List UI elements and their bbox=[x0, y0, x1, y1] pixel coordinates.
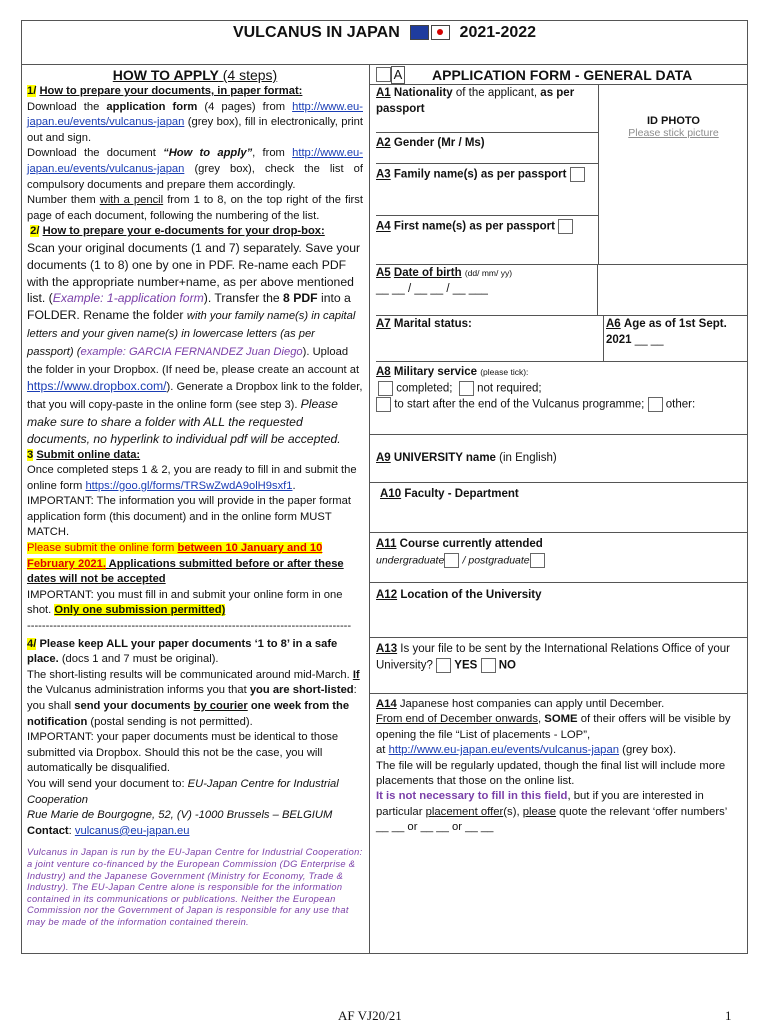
lop-link[interactable]: http://www.eu-japan.eu/events/vulcanus-japan bbox=[388, 744, 620, 757]
a13-yes-checkbox[interactable] bbox=[436, 658, 451, 673]
field-a9-university[interactable]: A9 UNIVERSITY name (in English) bbox=[370, 435, 748, 483]
page-title bbox=[21, 24, 748, 42]
step4-address: Rue Marie de Bourgogne, 52, (V) -1000 Brussels – BELGIUM bbox=[27, 809, 333, 822]
a3-checkbox[interactable] bbox=[570, 167, 585, 182]
a4-checkbox[interactable] bbox=[558, 219, 573, 234]
a8-after-programme-checkbox[interactable] bbox=[376, 397, 391, 412]
field-a12-location[interactable]: A12 Location of the University bbox=[370, 583, 748, 638]
program-years: 2021-2022 bbox=[459, 24, 537, 41]
form-code: AF VJ20/21 bbox=[338, 1008, 402, 1023]
field-a14-host-companies: A14 Japanese host companies can apply until December. From end of December onwards, SOME of their offers will be visible by opening the file “List of placements - LOP”, at http://www.eu-japan.eu/events/vulcanus-japan (grey box). The file will be regularly updated, though the final list will include more placements that those on the online list. It is not necessary to fill in this field, but if you are interested in particular placement offer(s), please quote the relevant ‘offer numbers’ __ __ or __ __ or __ __ bbox=[376, 698, 731, 834]
contact-email-link[interactable]: vulcanus@eu-japan.eu bbox=[74, 824, 190, 837]
section-letter: A bbox=[391, 66, 405, 84]
step3-dates: Please submit the online form between 10 January and 10 February 2021. Applications submitted before or after these dates will not be accepted bbox=[27, 542, 344, 586]
form-header bbox=[370, 65, 748, 85]
step1-numbering: Number them with a pencil from 1 to 8, on the top right of the first page of each document, following the numbering of the list. bbox=[27, 194, 363, 222]
a5-right-blank bbox=[598, 265, 748, 316]
step3-important: IMPORTANT: The information you will provide in the paper format application form (this document) and in the online form MUST MATCH. bbox=[27, 495, 351, 539]
a13-no-checkbox[interactable] bbox=[481, 658, 496, 673]
disclaimer: Vulcanus in Japan is run by the EU-Japan Centre for Industrial Cooperation: a joint venture co-financed by the European Commission (DG Enterprise & Industry) and the Japanese Government (Ministry for Economy, Trade & Industry). The EU-Japan Centre alone is responsible for the information contained in its communications or publications. Neither the European Commission nor the Government of Japan is responsible for any use that may be made of the information contained therein. bbox=[27, 847, 363, 927]
field-a1-nationality[interactable]: A1 Nationality of the applicant, as per passport bbox=[376, 86, 598, 133]
field-a8-military-service: A8 Military service (please tick): completed; not required; to start after the end of the Vulcanus programme; other: bbox=[370, 362, 748, 435]
step1-download-form: Download the application form (4 pages) from http://www.eu-japan.eu/events/vulcanus-japan (grey box), fill in electronically, print out and sign. bbox=[27, 100, 363, 144]
eu-japan-link[interactable]: http://www.eu-japan.eu/events/vulcanus-japan bbox=[27, 147, 363, 175]
field-a10-faculty[interactable]: A10 Faculty - Department bbox=[370, 483, 748, 533]
undergraduate-checkbox[interactable] bbox=[444, 553, 459, 568]
step4-address-intro: You will send your document to: EU-Japan Centre for Industrial Cooperation bbox=[27, 777, 339, 806]
step4: 4/ Please keep ALL your paper documents ‘1 to 8’ in a safe place. (docs 1 and 7 must be original). bbox=[27, 637, 338, 666]
separator: --------------------------------------------------------------------------------------- bbox=[27, 620, 352, 633]
field-a11-course: A11 Course currently attended undergraduate / postgraduate bbox=[370, 533, 748, 583]
step1: 1/ How to prepare your documents, in paper format: bbox=[27, 85, 303, 97]
dropbox-link[interactable]: https://www.dropbox.com/ bbox=[27, 379, 167, 394]
field-a4-first-name[interactable]: A4 First name(s) as per passport bbox=[376, 216, 598, 265]
postgraduate-checkbox[interactable] bbox=[530, 553, 545, 568]
how-to-apply-title: HOW TO APPLY (4 steps) bbox=[112, 67, 278, 83]
step4-contact: Contact: vulcanus@eu-japan.eu bbox=[27, 824, 190, 837]
field-a7-marital-status[interactable]: A7 Marital status: bbox=[376, 316, 604, 362]
form-title: APPLICATION FORM - GENERAL DATA bbox=[432, 67, 693, 83]
id-photo-title: ID PHOTO bbox=[647, 115, 700, 127]
japan-flag-icon bbox=[431, 25, 450, 40]
id-photo-note: Please stick picture bbox=[628, 127, 719, 139]
a5-blank: __ __ / __ __ / __ ___ bbox=[376, 282, 488, 295]
section-checkbox[interactable] bbox=[376, 67, 391, 82]
eu-flag-icon bbox=[410, 25, 429, 40]
how-to-apply-column bbox=[27, 66, 363, 929]
step2-body: Scan your original documents (1 and 7) separately. Save your documents (1 to 8) one by one in PDF. Re-name each PDF with the appropriate number+name, as per above mentioned list. (Example: 1-application form). Transfer the 8 PDF into a FOLDER. Rename the folder with your family name(s) in capital letters and your given name(s) in lowercase letters (as per passport) (example: GARCIA FERNANDEZ Juan Diego). Upload the folder in your Dropbox. (If need be, please create an account at https://www.dropbox.com/). Generate a Dropbox link to the folder, that you will copy-paste in the online form (see step 3). Please make sure to share a folder with ALL the requested documents, no hyperlink to individual pdf will be accepted. bbox=[27, 240, 363, 446]
field-a3-family-name[interactable]: A3 Family name(s) as per passport bbox=[376, 164, 598, 216]
step4-shortlist: The short-listing results will be communicated around mid-March. If the Vulcanus administration informs you that you are short-listed: you shall send your documents by courier one week from the notification (postal sending is not permitted). bbox=[27, 668, 360, 728]
page-number: 1 bbox=[725, 1008, 732, 1023]
a8-other-checkbox[interactable] bbox=[648, 397, 663, 412]
field-a6-age[interactable]: A6 Age as of 1st Sept. 2021 __ __ bbox=[604, 316, 748, 362]
step2: 2/ How to prepare your e-documents for your drop-box: bbox=[30, 225, 325, 238]
step1-download-guide: Download the document “How to apply”, from http://www.eu-japan.eu/events/vulcanus-japan (grey box), check the list of compulsory documents and prepare them accordingly. bbox=[27, 147, 363, 191]
header-bar bbox=[21, 20, 748, 65]
step3-one-shot: IMPORTANT: you must fill in and submit your online form in one shot. Only one submission permitted) bbox=[27, 588, 343, 617]
field-a2-gender[interactable]: A2 Gender (Mr / Ms) bbox=[376, 133, 598, 164]
id-photo-box bbox=[598, 85, 748, 265]
a8-completed-checkbox[interactable] bbox=[378, 381, 393, 396]
field-a13-iro: A13 Is your file to be sent by the International Relations Office of your University? YES NO bbox=[370, 638, 748, 694]
online-form-link[interactable]: https://goo.gl/forms/TRSwZwdA9olH9sxf1 bbox=[85, 479, 293, 492]
a8-not-required-checkbox[interactable] bbox=[459, 381, 474, 396]
step3: 3 Submit online data: bbox=[27, 448, 141, 461]
eu-japan-link[interactable]: http://www.eu-japan.eu/events/vulcanus-japan bbox=[27, 100, 363, 129]
step3-body: Once completed steps 1 & 2, you are ready to fill in and submit the online form https://goo.gl/forms/TRSwZwdA9olH9sxf1. bbox=[27, 464, 357, 492]
step4-identical: IMPORTANT: your paper documents must be identical to those submitted via Dropbox. Should this not be the case, you will automatically be disqualified. bbox=[27, 731, 339, 775]
field-a5-date-of-birth[interactable]: A5 Date of birth (dd/ mm/ yy) __ __ / __ __ / __ ___ bbox=[376, 265, 598, 316]
program-title: VULCANUS IN JAPAN bbox=[232, 24, 400, 41]
